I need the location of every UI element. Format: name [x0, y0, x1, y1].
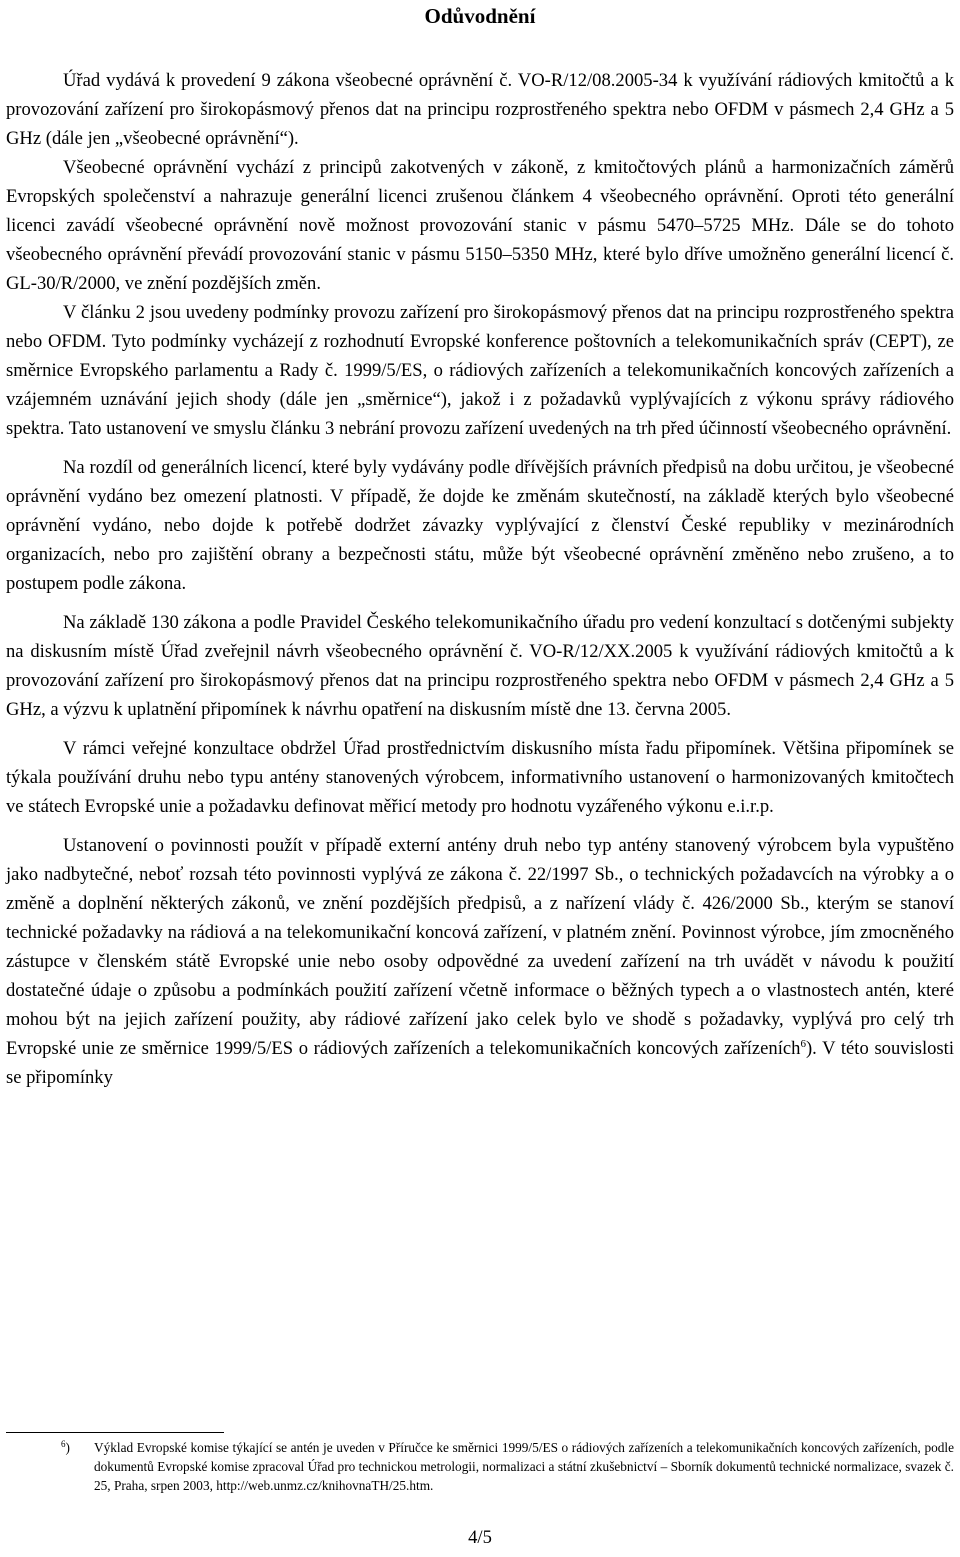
- footnote-mark-close: ): [65, 1440, 70, 1455]
- document-body: [6, 66, 954, 1092]
- footnote-divider: [6, 1432, 224, 1433]
- paragraph-1: Úřad vydává k provedení 9 zákona všeobecné oprávnění č. VO-R/12/08.2005-34 k využívání rádiových kmitočtů a k provozování zařízení pro širokopásmový přenos dat na principu rozprostřeného spektra nebo OFDM v pásmech 2,4 GHz a 5 GHz (dále jen „všeobecné oprávnění“).: [6, 70, 954, 149]
- paragraph-7: [6, 831, 954, 1092]
- footnote: [6, 1438, 954, 1495]
- document-heading: Odůvodnění: [424, 4, 536, 28]
- footnote-reference[interactable]: 6: [800, 1038, 806, 1050]
- paragraph-7-tail: ). V této souvislosti se připomínky: [6, 1038, 954, 1088]
- paragraph-5: Na základě 130 zákona a podle Pravidel Českého telekomunikačního úřadu pro vedení konzultací s dotčenými subjekty na diskusním místě Úřad zveřejnil návrh všeobecného oprávnění č. VO-R/12/XX.2005 k využívání rádiových kmitočtů a k provozování zařízení pro širokopásmový přenos dat na principu rozprostřeného spektra nebo OFDM v pásmech 2,4 GHz a 5 GHz, a výzvu k uplatnění připomínek k návrhu opatření na diskusním místě dne 13. června 2005.: [6, 612, 954, 720]
- footnote-mark-number: 6: [61, 1439, 66, 1449]
- paragraph-6: V rámci veřejné konzultace obdržel Úřad prostřednictvím diskusního místa řadu připomínek. Většina připomínek se týkala používání druhu nebo typu antény stanovených výrobcem, informativního ustanovení o harmonizovaných kmitočtech ve státech Evropské unie a požadavku definovat měřicí metody pro hodnotu vyzářeného výkonu e.i.r.p.: [6, 738, 954, 817]
- page-number: 4/5: [468, 1527, 492, 1548]
- footnote-text: Výklad Evropské komise týkající se antén je uveden v Příručce ke směrnici 1999/5/ES o rádiových zařízeních a telekomunikačních koncových zařízeních, podle dokumentů Evropské komise zpracoval Úřad pro technickou metrologii, normalizaci a státní zkušebnictví – Sborník dokumentů technické normalizace, svazek č. 25, Praha, srpen 2003, http://web.unmz.cz/knihovnaTH/25.htm.: [94, 1440, 954, 1493]
- paragraph-4: Na rozdíl od generálních licencí, které byly vydávány podle dřívějších právních předpisů na dobu určitou, je všeobecné oprávnění vydáno bez omezení platnosti. V případě, že dojde ke změnám skutečností, na základě kterých bylo všeobecné oprávnění vydáno, nebo dojde k potřebě dodržet závazky vyplývající z členství České republiky v mezinárodních organizacích, nebo pro zajištění obrany a bezpečnosti státu, může být všeobecné oprávnění změněno nebo zrušeno, a to postupem podle zákona.: [6, 457, 954, 594]
- paragraph-2: Všeobecné oprávnění vychází z principů zakotvených v zákoně, z kmitočtových plánů a harmonizačních záměrů Evropských společenství a nahrazuje generální licenci zrušenou článkem 4 všeobecného oprávnění. Oproti této generální licenci zavádí všeobecné oprávnění nově možnost provozování stanic v pásmu 5470–5725 MHz. Dále se do tohoto všeobecného oprávnění převádí provozování stanic v pásmu 5150–5350 MHz, které bylo dříve umožněno generální licencí č. GL-30/R/2000, ve znění pozdějších změn.: [6, 157, 954, 294]
- paragraph-7-text: Ustanovení o povinnosti použít v případě externí antény druh nebo typ antény stanovený výrobcem byla vypuštěno jako nadbytečné, neboť rozsah této povinnosti vyplývá ze zákona č. 22/1997 Sb., o technických požadavcích na výrobky a o změně a doplnění některých zákonů, ve znění pozdějších předpisů, a z nařízení vlády č. 426/2000 Sb., kterým se stanoví technické požadavky na rádiová a na telekomunikační koncová zařízení, v platném znění. Povinnost výrobce, jím zmocněného zástupce v členském státě Evropské unie nebo osoby odpovědné za uvedení zařízení na trh uvádět v návodu k použití dostatečné údaje o způsobu a podmínkách použití zařízení včetně informace o běžných typech a o vlastnostech antén, které mohou být na jejich zařízení použity, aby rádiové zařízení jako celek bylo ve shodě s požadavky, vyplývá pro celý trh Evropské unie ze směrnice 1999/5/ES o rádiových zařízeních a telekomunikačních koncových zařízeních: [6, 835, 954, 1059]
- footnote-mark: [61, 1438, 70, 1457]
- paragraph-3: V článku 2 jsou uvedeny podmínky provozu zařízení pro širokopásmový přenos dat na principu rozprostřeného spektra nebo OFDM. Tyto podmínky vycházejí z rozhodnutí Evropské konference poštovních a telekomunikačních správ (CEPT), ze směrnice Evropského parlamentu a Rady č. 1999/5/ES, o rádiových zařízeních a telekomunikačních koncových zařízeních a vzájemném uznávání jejich shody (dále jen „směrnice“), jakož i z požadavků vyplývajících z výkonu správy rádiového spektra. Tato ustanovení ve smyslu článku 3 nebrání provozu zařízení uvedených na trh před účinností všeobecného oprávnění.: [6, 302, 954, 439]
